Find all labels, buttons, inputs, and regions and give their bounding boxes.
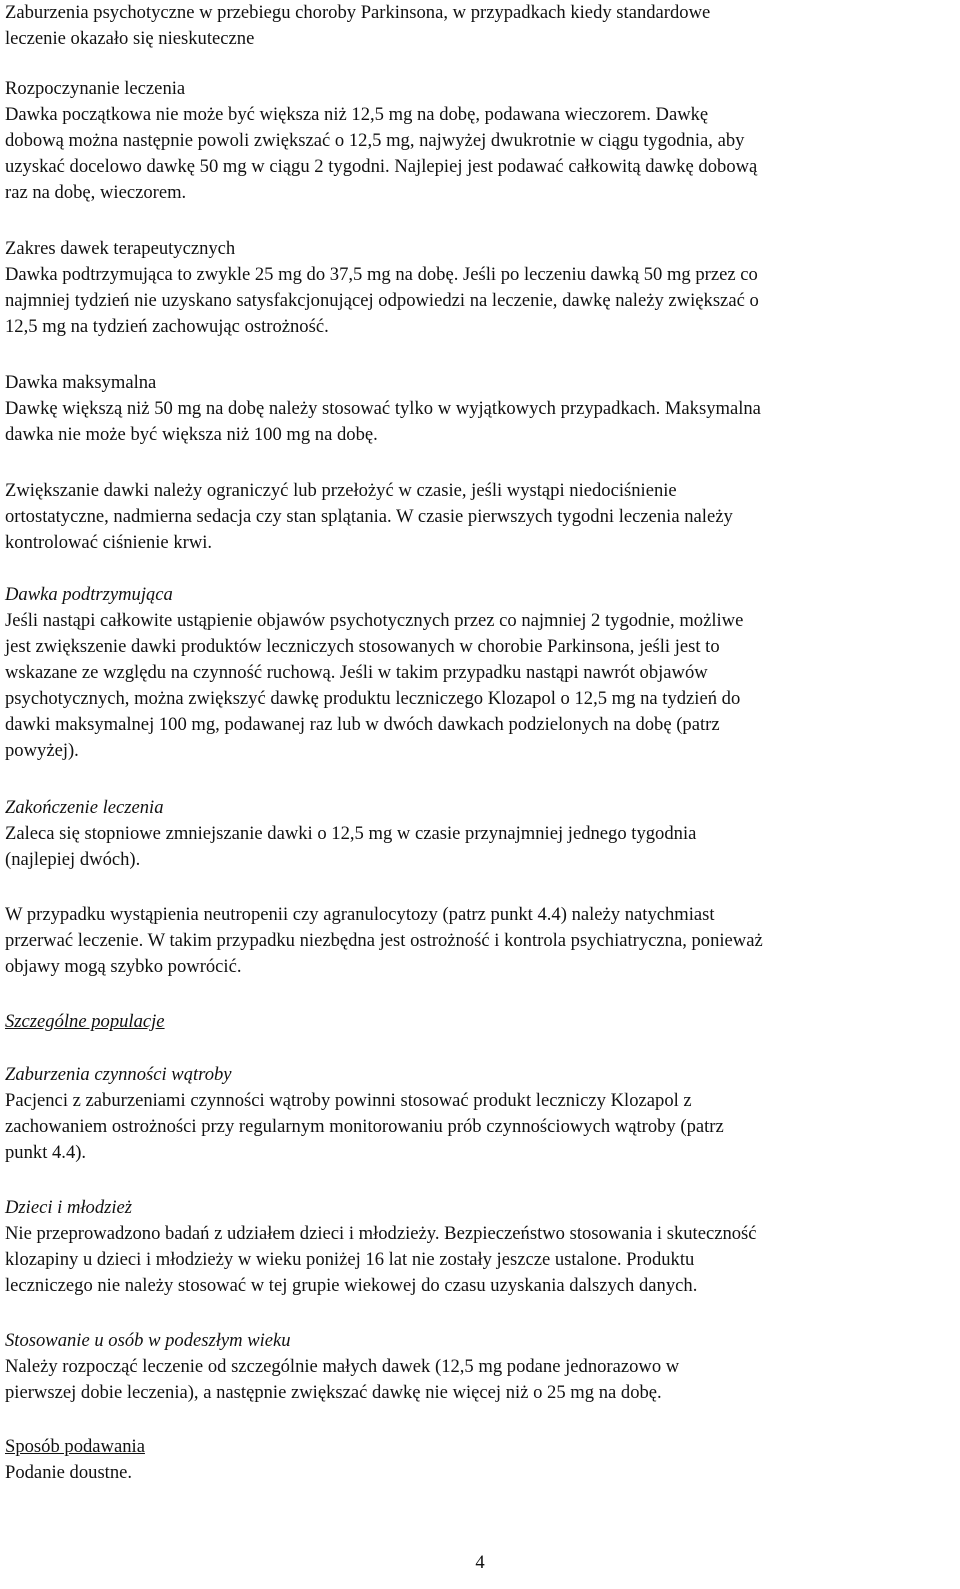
text-line: zachowaniem ostrożności przy regularnym monitorowaniu prób czynnościowych wątroby (patrz bbox=[5, 1116, 724, 1137]
text-line: psychotycznych, można zwiększyć dawkę produktu leczniczego Klozapol o 12,5 mg na tydzień do bbox=[5, 688, 741, 709]
text-line: uzyskać docelowo dawkę 50 mg w ciągu 2 tygodni. Najlepiej jest podawać całkowitą dawkę dobową bbox=[5, 156, 758, 177]
paragraph-b11 bbox=[5, 1195, 757, 1299]
text-line: Zwiększanie dawki należy ograniczyć lub przełożyć w czasie, jeśli wystąpi niedociśnienie bbox=[5, 480, 677, 501]
text-line: dobową można następnie powoli zwiększać o 12,5 mg, najwyżej dwukrotnie w ciągu tygodnia, aby bbox=[5, 130, 745, 151]
section-heading: Zakończenie leczenia bbox=[5, 797, 164, 818]
section-heading: Dawka podtrzymująca bbox=[5, 584, 173, 605]
text-line: Podanie doustne. bbox=[5, 1462, 133, 1483]
text-line: klozapiny u dzieci i młodzieży w wieku poniżej 16 lat nie zostały jeszcze ustalone. Produktu bbox=[5, 1249, 695, 1270]
text-line: przerwać leczenie. W takim przypadku niezbędna jest ostrożność i kontrola psychiatryczna, ponieważ bbox=[5, 930, 763, 951]
paragraph-b6 bbox=[5, 582, 743, 764]
paragraph-b13 bbox=[5, 1434, 145, 1486]
text-line: pierwszej dobie leczenia), a następnie zwiększać dawkę nie więcej niż o 25 mg na dobę. bbox=[5, 1382, 662, 1403]
text-line: leczniczego nie należy stosować w tej grupie wiekowej do czasu uzyskania dalszych danych. bbox=[5, 1275, 698, 1296]
paragraph-b12 bbox=[5, 1328, 679, 1406]
text-line: powyżej). bbox=[5, 740, 79, 761]
text-line: Dawka podtrzymująca to zwykle 25 mg do 37,5 mg na dobę. Jeśli po leczeniu dawką 50 mg przez co bbox=[5, 264, 758, 285]
section-heading: Stosowanie u osób w podeszłym wieku bbox=[5, 1330, 291, 1351]
text-line: jest zwiększenie dawki produktów leczniczych stosowanych w chorobie Parkinsona, jeśli jest to bbox=[5, 636, 720, 657]
text-line: (najlepiej dwóch). bbox=[5, 849, 141, 870]
paragraph-b7 bbox=[5, 795, 696, 873]
text-line: punkt 4.4). bbox=[5, 1142, 87, 1163]
text-line: ortostatyczne, nadmierna sedacja czy stan splątania. W czasie pierwszych tygodni leczenia należy bbox=[5, 506, 733, 527]
section-heading: Dzieci i młodzież bbox=[5, 1197, 133, 1218]
paragraph-b9 bbox=[5, 1009, 165, 1035]
text-line: wskazane ze względu na czynność ruchową. Jeśli w takim przypadku nastąpi nawrót objawów bbox=[5, 662, 708, 683]
paragraph-b3 bbox=[5, 236, 759, 340]
text-line: Zakres dawek terapeutycznych bbox=[5, 238, 236, 259]
text-line: dawka nie może być większa niż 100 mg na dobę. bbox=[5, 424, 378, 445]
text-line: Dawka maksymalna bbox=[5, 372, 157, 393]
text-line: Nie przeprowadzono badań z udziałem dzieci i młodzieży. Bezpieczeństwo stosowania i skuteczność bbox=[5, 1223, 757, 1244]
text-line: dawki maksymalnej 100 mg, podawanej raz lub w dwóch dawkach podzielonych na dobę (patrz bbox=[5, 714, 720, 735]
text-line: objawy mogą szybko powrócić. bbox=[5, 956, 242, 977]
paragraph-b2 bbox=[5, 76, 757, 206]
text-line: Jeśli nastąpi całkowite ustąpienie objawów psychotycznych przez co najmniej 2 tygodnie, możliwe bbox=[5, 610, 744, 631]
paragraph-b4 bbox=[5, 370, 761, 448]
text-line: najmniej tydzień nie uzyskano satysfakcjonującej odpowiedzi na leczenie, dawkę należy zwiększać o bbox=[5, 290, 759, 311]
text-line: Dawka początkowa nie może być większa niż 12,5 mg na dobę, podawana wieczorem. Dawkę bbox=[5, 104, 709, 125]
text-line: leczenie okazało się nieskuteczne bbox=[5, 28, 255, 49]
paragraph-b5 bbox=[5, 478, 733, 556]
paragraph-b8 bbox=[5, 902, 763, 980]
paragraph-b10 bbox=[5, 1062, 724, 1166]
text-line: Rozpoczynanie leczenia bbox=[5, 78, 186, 99]
text-line: kontrolować ciśnienie krwi. bbox=[5, 532, 213, 553]
section-heading: Sposób podawania bbox=[5, 1436, 145, 1457]
page-number: 4 bbox=[475, 1552, 485, 1573]
text-line: Zaleca się stopniowe zmniejszanie dawki o 12,5 mg w czasie przynajmniej jednego tygodnia bbox=[5, 823, 697, 844]
text-line: Zaburzenia psychotyczne w przebiegu choroby Parkinsona, w przypadkach kiedy standardowe bbox=[5, 2, 711, 23]
text-line: Należy rozpocząć leczenie od szczególnie małych dawek (12,5 mg podane jednorazowo w bbox=[5, 1356, 680, 1377]
paragraph-b1 bbox=[5, 0, 710, 52]
text-line: Pacjenci z zaburzeniami czynności wątroby powinni stosować produkt leczniczy Klozapol z bbox=[5, 1090, 692, 1111]
section-heading: Szczególne populacje bbox=[5, 1011, 165, 1032]
text-line: W przypadku wystąpienia neutropenii czy agranulocytozy (patrz punkt 4.4) należy natychmiast bbox=[5, 904, 715, 925]
section-heading: Zaburzenia czynności wątroby bbox=[5, 1064, 232, 1085]
text-line: raz na dobę, wieczorem. bbox=[5, 182, 187, 203]
text-line: Dawkę większą niż 50 mg na dobę należy stosować tylko w wyjątkowych przypadkach. Maksymalna bbox=[5, 398, 761, 419]
text-line: 12,5 mg na tydzień zachowując ostrożność. bbox=[5, 316, 329, 337]
